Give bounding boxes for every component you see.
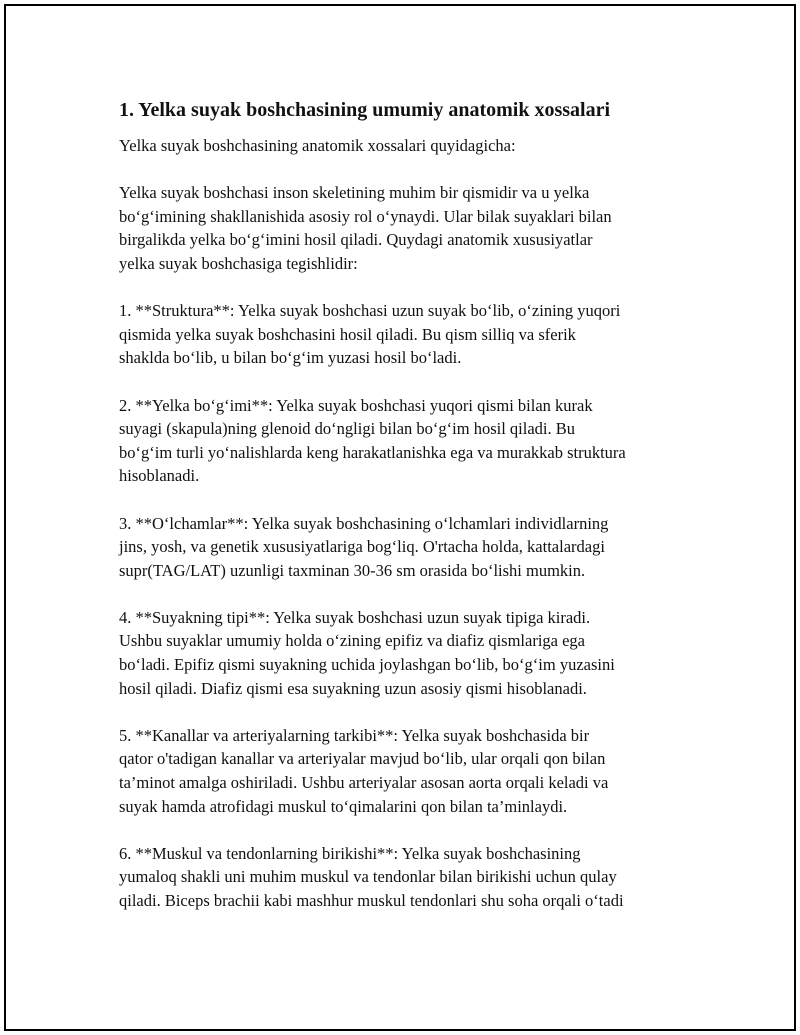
text-line: 3. **O‘lchamlar**: Yelka suyak boshchasining o‘lchamlari individlarning (119, 513, 609, 533)
text-line: yelka suyak boshchasiga tegishlidir: (119, 253, 358, 273)
text-line: hosil qiladi. Diafiz qismi esa suyakning uzun asosiy qismi hisoblanadi. (119, 678, 587, 698)
text-line: suyak hamda atrofidagi muskul to‘qimalarini qon bilan ta’minlaydi. (119, 796, 568, 816)
text-line: Ushbu suyaklar umumiy holda o‘zining epifiz va diafiz qismlariga ega (119, 631, 585, 651)
text-line: supr(TAG/LAT) uzunligi taxminan 30-36 sm orasida bo‘lishi mumkin. (119, 560, 586, 580)
blank-line (119, 488, 699, 512)
blank-line (119, 276, 699, 300)
text-line: 6. **Muskul va tendonlarning birikishi**: Yelka suyak boshchasining (119, 843, 581, 863)
document-title: 1. Yelka suyak boshchasining umumiy anatomik xossalari (119, 99, 611, 121)
text-line: birgalikda yelka bo‘g‘imini hosil qiladi. Quydagi anatomik xususiyatlar (119, 230, 593, 250)
text-line: Yelka suyak boshchasining anatomik xossalari quyidagicha: (119, 136, 516, 155)
text-line: suyagi (skapula)ning glenoid do‘ngligi bilan bo‘g‘im hosil qiladi. Bu (119, 419, 575, 439)
blank-line (119, 818, 699, 842)
blank-line (119, 700, 699, 724)
text-line: bo‘ladi. Epifiz qismi suyakning uchida joylashgan bo‘lib, bo‘g‘im yuzasini (119, 655, 615, 675)
text-line: 2. **Yelka bo‘g‘imi**: Yelka suyak boshchasi yuqori qismi bilan kurak (119, 395, 593, 415)
text-line: hisoblanadi. (119, 466, 200, 486)
blank-line (119, 370, 699, 394)
blank-line (119, 158, 699, 182)
text-line: 4. **Suyakning tipi**: Yelka suyak boshchasi uzun suyak tipiga kiradi. (119, 607, 591, 627)
text-line: qiladi. Biceps brachii kabi mashhur muskul tendonlari shu soha orqali o‘tadi (119, 891, 624, 910)
text-line: yumaloq shakli uni muhim muskul va tendonlar bilan birikishi uchun qulay (119, 867, 617, 887)
text-line: Yelka suyak boshchasi inson skeletining muhim bir qismidir va u yelka (119, 183, 590, 203)
text-line: 5. **Kanallar va arteriyalarning tarkibi**: Yelka suyak boshchasida bir (119, 725, 590, 745)
text-line: jins, yosh, va genetik xususiyatlariga bog‘liq. O'rtacha holda, kattalardagi (119, 537, 605, 557)
blank-line (119, 582, 699, 606)
document-content (119, 98, 699, 913)
document-page (4, 4, 796, 1031)
text-line: bo‘g‘imining shakllanishida asosiy rol o‘ynaydi. Ular bilak suyaklari bilan (119, 206, 612, 226)
text-line: bo‘g‘im turli yo‘nalishlarda keng harakatlanishka ega va murakkab struktura (119, 442, 626, 462)
text-line: shaklda bo‘lib, u bilan bo‘g‘im yuzasi hosil bo‘ladi. (119, 348, 462, 368)
text-line: ta’minot amalga oshiriladi. Ushbu arteriyalar asosan aorta orqali keladi va (119, 773, 609, 793)
document-body (119, 134, 699, 913)
text-line: qismida yelka suyak boshchasini hosil qiladi. Bu qism silliq va sferik (119, 324, 576, 344)
text-line: 1. **Struktura**: Yelka suyak boshchasi uzun suyak bo‘lib, o‘zining yuqori (119, 301, 621, 321)
text-line: qator o'tadigan kanallar va arteriyalar mavjud bo‘lib, ular orqali qon bilan (119, 749, 606, 769)
